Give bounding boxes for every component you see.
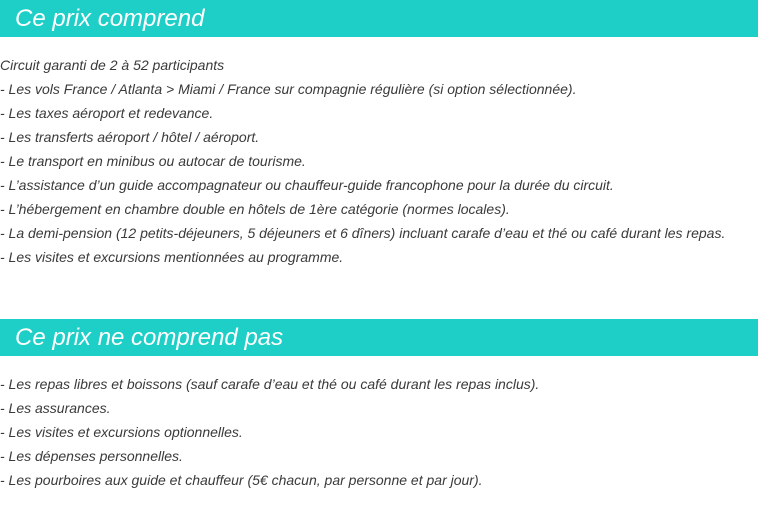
list-item: - Les assurances.	[0, 400, 111, 416]
list-item: - Le transport en minibus ou autocar de tourisme.	[0, 153, 306, 169]
list-item: - Les dépenses personnelles.	[0, 448, 183, 464]
list-item: - Les visites et excursions mentionnées au programme.	[0, 249, 344, 265]
list-item: - Les pourboires aux guide et chauffeur (5€ chacun, par personne et par jour).	[0, 472, 483, 488]
list-item: - Les vols France / Atlanta > Miami / France sur compagnie régulière (si option sélectionnée).	[0, 81, 577, 97]
list-item: Circuit garanti de 2 à 52 participants	[0, 57, 225, 73]
excluded-items-list	[0, 372, 539, 492]
list-item: - Les transferts aéroport / hôtel / aéroport.	[0, 129, 260, 145]
list-item: - L’hébergement en chambre double en hôtels de 1ère catégorie (normes locales).	[0, 201, 510, 217]
included-items-list	[0, 53, 725, 269]
list-item: - L’assistance d’un guide accompagnateur ou chauffeur-guide francophone pour la durée du circuit.	[0, 177, 614, 193]
list-item: - Les taxes aéroport et redevance.	[0, 105, 214, 121]
list-item: - La demi-pension (12 petits-déjeuners, 5 déjeuners et 6 dîners) incluant carafe d’eau et thé ou café durant les repas.	[0, 225, 726, 241]
list-item: - Les repas libres et boissons (sauf carafe d’eau et thé ou café durant les repas inclus).	[0, 376, 540, 392]
included-section-title: Ce prix comprend	[0, 0, 758, 37]
excluded-section-title: Ce prix ne comprend pas	[0, 319, 758, 356]
list-item: - Les visites et excursions optionnelles.	[0, 424, 243, 440]
